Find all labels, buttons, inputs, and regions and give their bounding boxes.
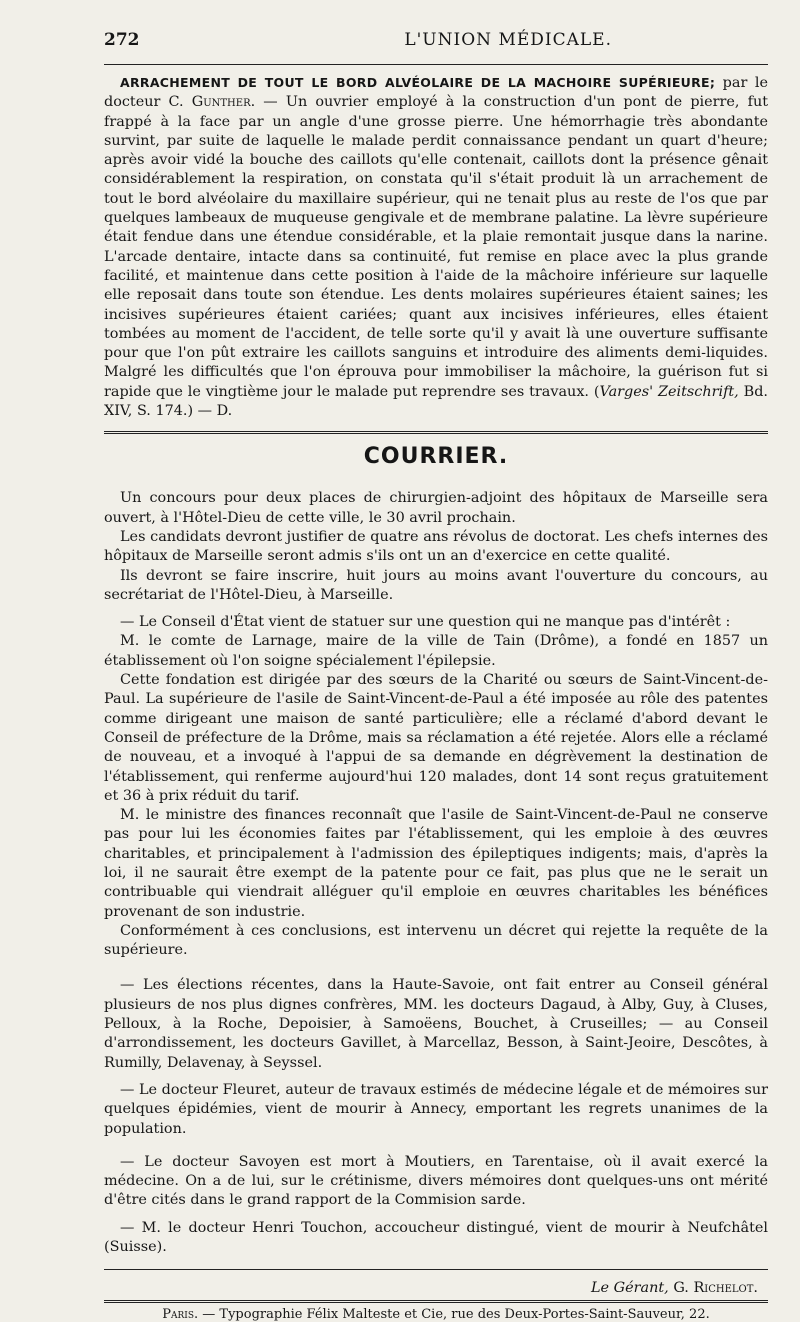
article-reference: Varges' Zeitschrift,	[599, 383, 739, 400]
article-byline: C. Gunther.	[168, 94, 256, 111]
courrier-paragraph: Les candidats devront justifier de quatre ans révolus de doctorat. Les chefs internes des hôpitaux de Marseille seront admis s'ils ont un an d'exercice en cette qualité.	[104, 528, 768, 565]
courrier-title: COURRIER.	[363, 444, 509, 470]
running-head: L'UNION MÉDICALE.	[404, 30, 612, 50]
section-divider	[104, 431, 768, 434]
courrier-paragraph: Un concours pour deux places de chirurgien-adjoint des hôpitaux de Marseille sera ouvert, à l'Hôtel-Dieu de cette ville, le 30 avril prochain.	[104, 490, 768, 526]
imprint	[104, 1307, 768, 1322]
imprint-text: — Typographie Félix Malteste et Cie, rue des Deux-Portes-Saint-Sauveur, 22.	[198, 1307, 710, 1322]
news-item: — Le docteur Savoyen est mort à Moutiers, en Tarentaise, où il avait exercé la médecine. On a de lui, sur le crétinisme, divers mémoires dont quelques-uns ont mérité d'être cités dans le grand rapport de la Commision sarde.	[104, 1153, 768, 1209]
header-rule	[104, 64, 768, 65]
courrier-paragraph: M. le ministre des finances reconnaît que l'asile de Saint-Vincent-de-Paul ne conserve pas pour lui les économies faites par l'établissement, qui les emploie à des œuvres charitables, et principalement à l'admission des épileptiques indigents; mais, d'après la loi, il ne saurait être exempt de la patente pour ce fait, pas plus que ne le serait un contribuable qui viendrait alléguer qu'il emploie en œuvres charitables les bénéfices provenant de son industrie.	[104, 807, 768, 920]
signature-name: G. Richelot.	[673, 1280, 758, 1297]
courrier-section	[104, 489, 768, 1257]
courrier-paragraph: Ils devront se faire inscrire, huit jours au moins avant l'ouverture du concours, au secrétariat de l'Hôtel-Dieu, à Marseille.	[104, 567, 768, 603]
page-content	[104, 30, 768, 1322]
courrier-paragraph: — Le Conseil d'État vient de statuer sur une question qui ne manque pas d'intérêt :	[120, 614, 731, 631]
news-item: — M. le docteur Henri Touchon, accoucheur distingué, vient de mourir à Neufchâtel (Suisse).	[104, 1219, 768, 1256]
signature	[104, 1280, 758, 1296]
courrier-paragraph: M. le comte de Larnage, maire de la ville de Tain (Drôme), a fondé en 1857 un établissement où l'on soigne spécialement l'épilepsie.	[104, 633, 768, 669]
article-lead: ARRACHEMENT DE TOUT LE BORD ALVÉOLAIRE DE LA MACHOIRE SUPÉRIEURE;	[120, 75, 716, 90]
courrier-paragraph: Conformément à ces conclusions, est intervenu un décret qui rejette la requête de la supérieure.	[104, 922, 768, 959]
article-byline-prefix: par le docteur	[104, 75, 768, 111]
courrier-paragraph: Cette fondation est dirigée par des sœurs de la Charité ou sœurs de Saint-Vincent-de-Paul. La supérieure de l'asile de Saint-Vincent-de-Paul a été imposée au rôle des patentes comme dirigeant une maison de santé particulière; elle a réclamé d'abord devant le Conseil de préfecture de la Drôme, mais sa réclamation a été rejetée. Alors elle a réclamé de nouveau, et a invoqué à l'appui de sa demande en dégrèvement la destination de l'établissement, qui renferme aujourd'hui 120 malades, dont 14 sont reçus gratuitement et 36 à prix réduit du tarif.	[104, 672, 768, 804]
page-header	[104, 30, 768, 64]
article-end: Bd. XIV, S. 174.) — D.	[104, 383, 769, 420]
imprint-city: Paris.	[162, 1307, 199, 1322]
signature-role: Le Gérant,	[591, 1280, 669, 1297]
footer-rule	[104, 1269, 768, 1270]
page-number: 272	[104, 30, 140, 50]
news-item: — Les élections récentes, dans la Haute-Savoie, ont fait entrer au Conseil général plusieurs de nos plus dignes confrères, MM. les docteurs Dagaud, à Alby, Guy, à Cluses, Pelloux, à la Roche, Depoisier, à Samoëens, Bouchet, à Cruseilles; — au Conseil d'arrondissement, les docteurs Gavillet, à Marcellaz, Besson, à Saint-Jeoire, Descôtes, à Rumilly, Delavenay, à Seyssel.	[104, 977, 768, 1071]
article-body: — Un ouvrier employé à la construction d'un pont de pierre, fut frappé à la face par un angle d'une grosse pierre. Une hémorrhagie très abondante survint, par suite de laquelle le malade perdit connaissance pendant un quart d'heure; après avoir vidé la bouche des caillots qu'elle contenait, caillots dont la présence gênait considérablement la respiration, on constata qu'il s'était produit là un arrachement de tout le bord alvéolaire du maxillaire supérieur, qui ne tenait plus au reste de l'os que par quelques lambeaux de muqueuse gengivale et de membrane palatine. La lèvre supérieure était fendue dans une étendue considérable, et la plaie remontait jusque dans la narine. L'arcade dentaire, intacte dans sa continuité, fut remise en place avec la plus grande facilité, et maintenue dans cette position à l'aide de la mâchoire inférieure sur laquelle elle reposait dans toute son étendue. Les dents molaires supérieures étaient saines; les incisives supérieures étaient cariées; quant aux incisives inférieures, elles étaient tombées au moment de l'accident, de telle sorte qu'il y avait là une ouverture suffisante pour que l'on pût extraire les caillots sanguins et introduire des aliments demi-liquides. Malgré les difficultés que l'on éprouva pour immobiliser la mâchoire, la guérison fut si rapide que le vingtième jour le malade put reprendre ses travaux. (	[104, 94, 768, 400]
imprint-rule	[104, 1300, 768, 1303]
article-paragraph	[104, 73, 768, 421]
news-item: — Le docteur Fleuret, auteur de travaux estimés de médecine légale et de mémoires sur quelques épidémies, vient de mourir à Annecy, emportant les regrets unanimes de la population.	[104, 1081, 768, 1137]
